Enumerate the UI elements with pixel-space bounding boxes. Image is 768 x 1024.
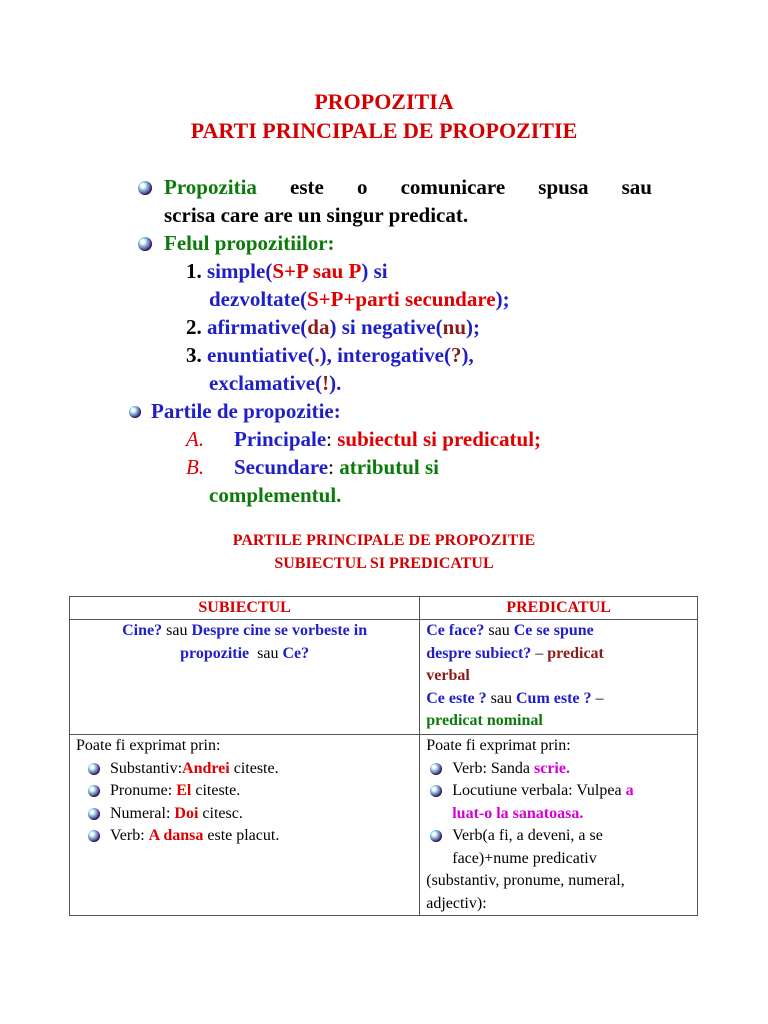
question-text: Ce? [282, 644, 310, 662]
bullet-icon [430, 830, 442, 842]
part-b-value: atributul si [339, 455, 439, 479]
question-text: verbal [426, 667, 470, 684]
list-item [76, 758, 413, 781]
list-item [76, 780, 413, 803]
part-b-colon: : [328, 455, 334, 479]
bullet-icon [88, 830, 100, 842]
item-label: Pronume: [110, 782, 177, 799]
definition-word: sau [621, 175, 652, 199]
column-header-predicatul: PREDICATUL [420, 597, 698, 620]
type-1-end: ); [495, 287, 510, 311]
expression-title: Poate fi exprimat prin: [426, 737, 571, 754]
part-b-line [186, 453, 204, 481]
question-text: Cum este ? [515, 689, 592, 707]
type-3-exclamative: exclamative( [209, 371, 323, 395]
bullet-icon [138, 181, 152, 195]
question-text: sau [162, 622, 192, 639]
item-label: Substantiv: [110, 759, 183, 777]
bullet-icon [88, 763, 100, 775]
question-text: predicat [547, 644, 604, 662]
type-2-negative: ) si negative( [329, 315, 443, 339]
list-item [76, 825, 413, 848]
list-item [426, 758, 691, 781]
table-header-row [70, 597, 698, 620]
item-rest: citeste. [229, 759, 279, 777]
type-3-dot: . [314, 343, 320, 367]
page-subtitle: PARTI PRINCIPALE DE PROPOZITIE [190, 118, 578, 143]
type-1-line-2 [209, 285, 510, 313]
type-3-number: 3. [186, 343, 202, 367]
item-label: Locutiune verbala: Vulpea [452, 782, 626, 799]
predicate-expression-cell [420, 735, 698, 916]
item-rest: citesc. [198, 804, 243, 822]
column-header-subiectul: SUBIECTUL [70, 597, 420, 620]
section-title: PARTILE PRINCIPALE DE PROPOZITIE [232, 532, 536, 549]
type-3-line-2 [209, 369, 341, 397]
section-subtitle: SUBIECTUL SI PREDICATUL [274, 555, 494, 572]
type-1-simple: simple( [207, 259, 273, 283]
part-b-value-2: complementul. [209, 483, 342, 507]
type-1-dezvoltate: dezvoltate( [209, 287, 307, 311]
item-example: El [176, 782, 192, 799]
type-2-afirmative: afirmative( [207, 315, 308, 339]
item-rest: este placut. [203, 827, 280, 844]
question-text: – [531, 644, 548, 662]
item-example: A dansa [148, 827, 204, 844]
question-text: sau [249, 644, 283, 662]
types-heading: Felul propozitiilor: [164, 231, 335, 255]
part-a-letter: A. [186, 427, 205, 451]
part-a-colon: : [326, 427, 332, 451]
expression-title: Poate fi exprimat prin: [76, 737, 221, 754]
part-b-label: Secundare [234, 455, 329, 479]
item-label: face)+nume predicativ [452, 849, 597, 867]
table-row [70, 620, 698, 735]
question-text: – [591, 689, 604, 707]
bullet-icon [88, 808, 100, 820]
item-example: a [625, 782, 634, 799]
definition-word: spusa [538, 175, 589, 199]
type-2-nu: nu [442, 315, 466, 339]
type-1-si: ) si [361, 259, 388, 283]
item-continuation: adjectiv): [426, 894, 487, 912]
type-3-line-1 [186, 341, 474, 369]
type-1-line-1 [186, 257, 388, 285]
item-rest: citeste. [191, 782, 241, 799]
part-a-value: subiectul si predicatul; [337, 427, 542, 451]
type-2-end: ); [466, 315, 480, 339]
question-text: despre subiect? [426, 644, 532, 662]
type-2-line [186, 313, 480, 341]
item-label: Verb(a fi, a deveni, a se [452, 827, 603, 844]
list-item [426, 825, 691, 870]
question-text: Ce se spune [513, 622, 594, 639]
question-text: Despre cine se vorbeste in [191, 622, 368, 639]
part-a-label: Principale [234, 427, 327, 451]
item-label: Numeral: [110, 804, 175, 822]
type-3-enuntiative: enuntiative( [207, 343, 315, 367]
type-2-da: da [307, 315, 330, 339]
term-propozitia: Propozitia [164, 175, 257, 199]
question-text: predicat nominal [426, 712, 543, 729]
item-example: Andrei [182, 759, 230, 777]
definition-line-2: scrisa care are un singur predicat. [164, 203, 469, 227]
bullet-icon [129, 406, 141, 418]
parts-heading: Partile de propozitie: [151, 399, 341, 423]
bullet-icon [430, 785, 442, 797]
definition-word: o [356, 175, 368, 199]
type-3-exclaim: ! [322, 371, 330, 395]
type-1-dezvoltate-formula: S+P+parti secundare [306, 287, 496, 311]
part-a-text [234, 425, 541, 453]
part-b-letter: B. [186, 455, 205, 479]
type-3-interogative: ), interogative( [319, 343, 451, 367]
item-example: scrie. [534, 759, 570, 777]
question-text: sau [484, 622, 514, 639]
subject-expression-cell [70, 735, 420, 916]
item-continuation: (substantiv, pronume, numeral, [426, 872, 625, 889]
definition-line-1 [164, 173, 652, 201]
item-label: Verb: [110, 827, 149, 844]
page-title: PROPOZITIA [314, 89, 454, 114]
list-item [426, 780, 691, 825]
type-2-number: 2. [186, 315, 202, 339]
bullet-icon [430, 763, 442, 775]
type-3-comma: ), [461, 343, 474, 367]
item-example: Doi [174, 804, 199, 822]
item-label: Verb: Sanda [452, 759, 534, 777]
item-example: luat-o la sanatoasa. [452, 804, 584, 822]
table-row [70, 735, 698, 916]
type-1-number: 1. [186, 259, 202, 283]
list-item [76, 803, 413, 826]
question-text: sau [486, 689, 516, 707]
subject-predicate-table [69, 596, 698, 916]
question-text: propozitie [180, 644, 250, 662]
question-text: Ce face? [426, 622, 485, 639]
question-text: Cine? [122, 622, 163, 639]
part-b-text [234, 453, 439, 481]
part-a-line [186, 425, 204, 453]
type-1-simple-formula: S+P sau P [272, 259, 362, 283]
type-3-question: ? [450, 343, 462, 367]
definition-word: comunicare [400, 175, 506, 199]
definition-word: este [290, 175, 324, 199]
type-3-end: ). [329, 371, 342, 395]
question-text: Ce este ? [426, 689, 487, 707]
bullet-icon [138, 237, 152, 251]
predicate-question-cell [420, 620, 698, 735]
bullet-icon [88, 785, 100, 797]
subject-question-cell [70, 620, 420, 735]
